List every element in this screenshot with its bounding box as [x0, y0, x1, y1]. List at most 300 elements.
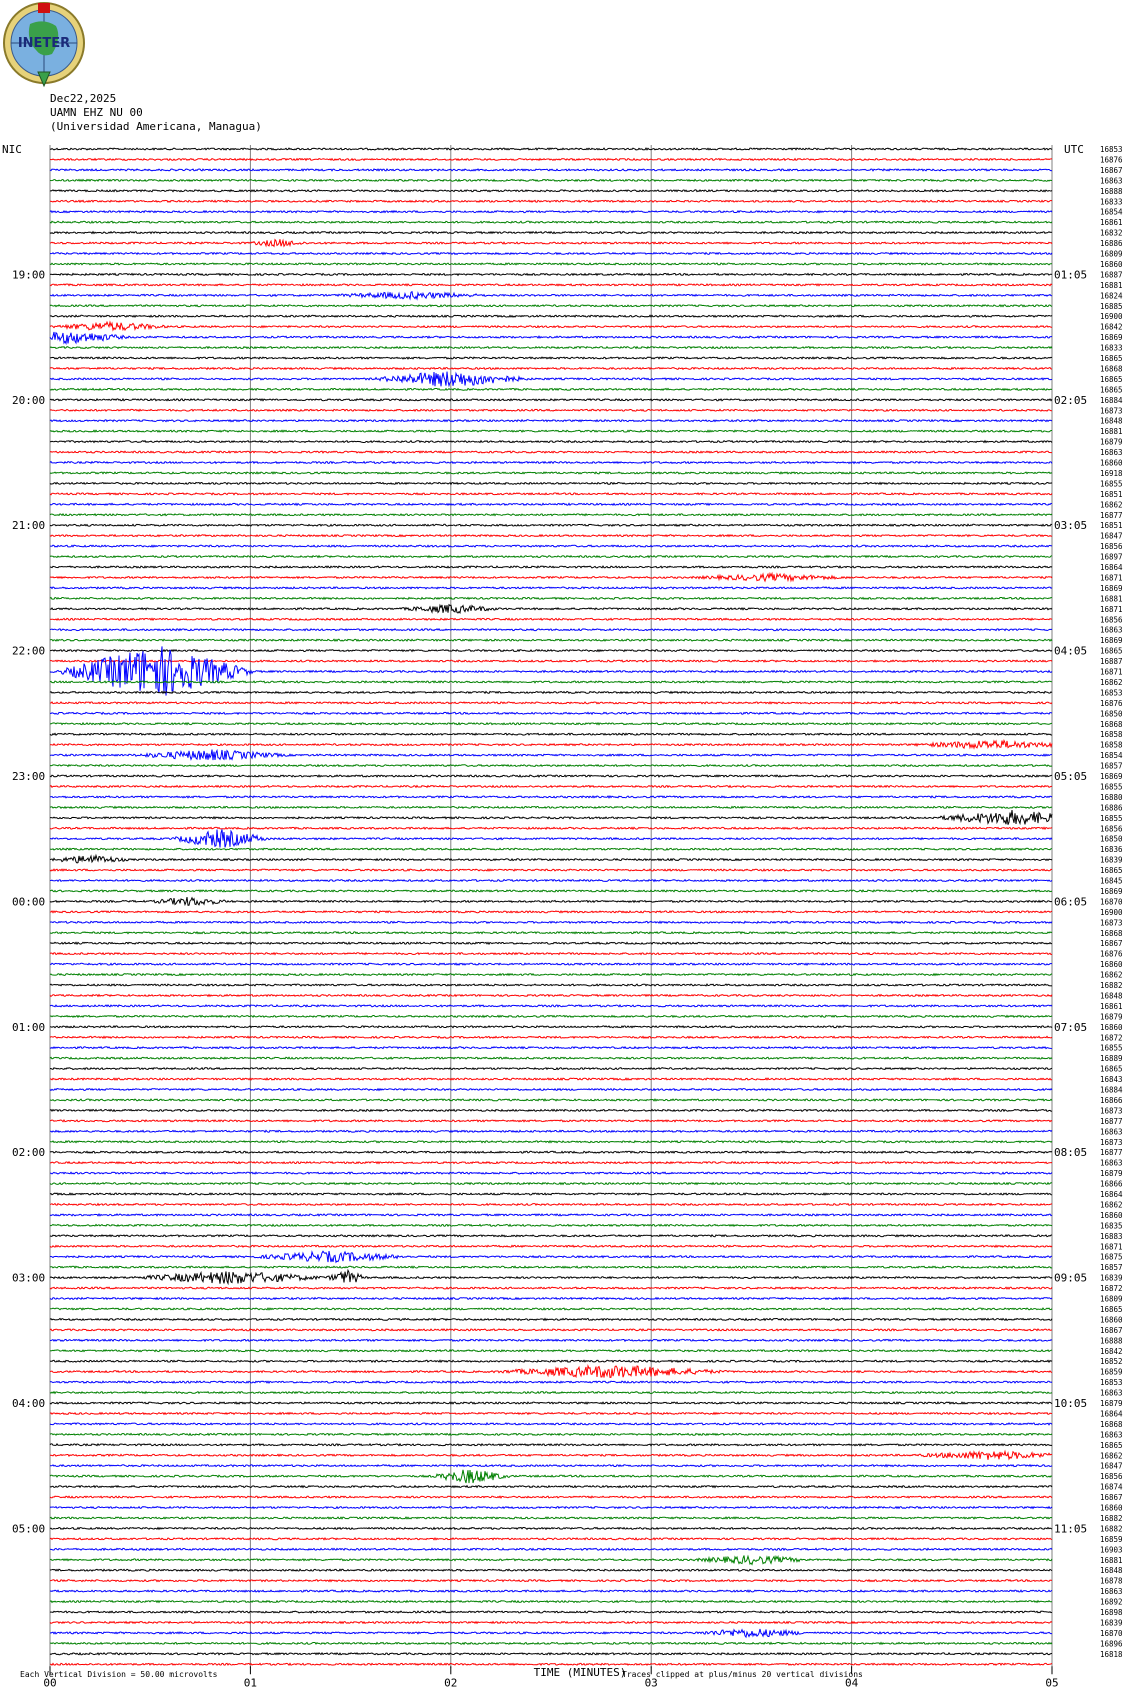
row-value-label: 16833 — [1100, 197, 1123, 207]
trace-row-54 — [50, 712, 1052, 714]
row-value-label: 16870 — [1100, 1628, 1123, 1638]
trace-row-100 — [50, 1193, 1052, 1195]
row-value-label: 16850 — [1100, 709, 1123, 719]
row-value-label: 16863 — [1100, 1388, 1123, 1398]
trace-row-31 — [50, 472, 1052, 474]
trace-row-73 — [50, 911, 1052, 913]
trace-row-80 — [50, 984, 1052, 986]
trace-row-37 — [50, 535, 1052, 537]
trace-row-63 — [50, 807, 1052, 809]
right-hour-label: 05:05 — [1054, 770, 1088, 783]
row-value-label: 16836 — [1100, 845, 1123, 855]
trace-row-98 — [50, 1172, 1052, 1174]
row-value-label: 16881 — [1100, 1555, 1123, 1565]
trace-row-36 — [50, 524, 1052, 526]
row-value-label: 16859 — [1100, 1534, 1123, 1544]
row-value-label: 16872 — [1100, 1284, 1123, 1294]
row-value-label: 16871 — [1100, 573, 1123, 583]
row-value-label: 16871 — [1100, 604, 1123, 614]
row-value-label: 16862 — [1100, 970, 1123, 980]
row-value-label: 16818 — [1100, 1649, 1123, 1659]
trace-row-112 — [50, 1319, 1052, 1321]
row-value-label: 16881 — [1100, 427, 1123, 437]
row-value-label: 16832 — [1100, 228, 1123, 238]
row-value-label: 16873 — [1100, 406, 1123, 416]
row-value-label: 16867 — [1100, 1325, 1123, 1335]
trace-row-64 — [50, 810, 1052, 825]
row-value-label: 16863 — [1100, 625, 1123, 635]
row-value-label: 16865 — [1100, 646, 1123, 656]
right-hour-label: 07:05 — [1054, 1020, 1088, 1034]
row-value-label: 16876 — [1100, 698, 1123, 708]
row-value-label: 16879 — [1100, 1012, 1123, 1022]
row-value-label: 16887 — [1100, 657, 1123, 667]
row-value-label: 16856 — [1100, 1472, 1123, 1482]
row-value-label: 16855 — [1100, 782, 1123, 792]
row-value-label: 16884 — [1100, 1085, 1123, 1095]
right-hour-label: 09:05 — [1054, 1271, 1088, 1285]
trace-row-4 — [50, 190, 1052, 192]
row-value-label: 16898 — [1100, 1608, 1123, 1617]
row-value-label: 16853 — [1100, 1378, 1123, 1388]
trace-row-78 — [50, 963, 1052, 965]
row-value-label: 16864 — [1100, 1190, 1123, 1199]
row-value-label: 16900 — [1100, 907, 1123, 917]
trace-row-93 — [50, 1120, 1052, 1122]
trace-row-85 — [50, 1036, 1052, 1038]
row-value-label: 16855 — [1100, 813, 1123, 823]
row-value-label: 16863 — [1100, 1127, 1123, 1137]
trace-row-9 — [50, 239, 1052, 246]
row-value-label: 16865 — [1100, 385, 1123, 395]
trace-row-139 — [50, 1601, 1052, 1603]
row-value-label: 16876 — [1100, 155, 1123, 165]
row-value-label: 16873 — [1100, 1137, 1123, 1147]
trace-row-69 — [50, 869, 1052, 871]
row-value-label: 16853 — [1100, 145, 1123, 154]
row-value-label: 16860 — [1100, 1022, 1123, 1032]
right-hour-label: 03:05 — [1054, 519, 1088, 533]
trace-row-20 — [50, 357, 1052, 359]
row-value-label: 16869 — [1100, 333, 1123, 343]
right-hour-label: 10:05 — [1054, 1397, 1088, 1410]
row-value-label: 16842 — [1100, 322, 1123, 332]
trace-row-118 — [50, 1381, 1052, 1383]
header-date: Dec22,2025 — [50, 92, 117, 105]
trace-row-39 — [50, 556, 1052, 558]
row-value-label: 16885 — [1100, 301, 1123, 311]
trace-row-18 — [50, 332, 1052, 343]
trace-row-84 — [50, 1026, 1052, 1028]
trace-row-136 — [50, 1569, 1052, 1571]
trace-row-25 — [50, 409, 1052, 411]
trace-row-126 — [50, 1465, 1052, 1467]
row-value-label: 16900 — [1100, 312, 1123, 322]
row-value-label: 16860 — [1100, 1315, 1123, 1325]
row-value-label: 16882 — [1100, 981, 1123, 990]
trace-row-48 — [50, 650, 1052, 652]
row-value-label: 16856 — [1100, 542, 1123, 552]
row-value-label: 16869 — [1100, 636, 1123, 646]
trace-row-8 — [50, 232, 1052, 234]
trace-row-81 — [50, 995, 1052, 997]
right-hour-label: 01:05 — [1054, 268, 1088, 282]
trace-row-123 — [50, 1434, 1052, 1436]
row-value-label: 16866 — [1100, 1179, 1123, 1189]
row-value-label: 16863 — [1100, 1587, 1123, 1597]
trace-row-87 — [50, 1057, 1052, 1059]
row-value-label: 16842 — [1100, 1346, 1123, 1356]
trace-row-65 — [50, 827, 1052, 829]
row-value-label: 16869 — [1100, 583, 1123, 593]
trace-row-135 — [50, 1556, 1052, 1565]
row-value-label: 16865 — [1100, 354, 1123, 363]
row-value-label: 16854 — [1100, 207, 1123, 217]
trace-row-66 — [50, 829, 1052, 847]
right-hour-label: 02:05 — [1054, 393, 1088, 407]
row-value-label: 16865 — [1100, 1304, 1123, 1314]
trace-row-44 — [50, 605, 1052, 613]
left-hour-label: 01:00 — [12, 1020, 46, 1034]
trace-row-13 — [50, 284, 1052, 286]
trace-row-111 — [50, 1308, 1052, 1310]
trace-row-2 — [50, 169, 1052, 171]
trace-row-144 — [50, 1653, 1052, 1655]
row-value-label: 16860 — [1100, 1210, 1123, 1220]
logo-text: INETER — [17, 36, 71, 51]
row-value-label: 16868 — [1100, 928, 1123, 938]
seismic-traces — [50, 148, 1052, 1665]
row-value-label: 16859 — [1100, 1367, 1123, 1377]
row-value-label: 16809 — [1100, 1294, 1123, 1304]
trace-row-72 — [50, 897, 1052, 905]
trace-row-113 — [50, 1329, 1052, 1331]
trace-row-106 — [50, 1251, 1052, 1262]
trace-row-49 — [50, 660, 1052, 662]
trace-row-23 — [50, 389, 1052, 391]
right-hour-label: 08:05 — [1054, 1146, 1088, 1160]
trace-row-70 — [50, 880, 1052, 882]
trace-row-143 — [50, 1643, 1052, 1645]
row-value-label: 16848 — [1100, 1566, 1123, 1576]
right-hour-label: 11:05 — [1054, 1522, 1088, 1536]
trace-row-97 — [50, 1162, 1052, 1164]
row-value-label: 16851 — [1100, 489, 1123, 499]
row-value-label: 16879 — [1100, 437, 1123, 447]
row-value-label: 16884 — [1100, 395, 1123, 405]
row-value-label: 16839 — [1100, 1618, 1123, 1628]
row-value-label: 16874 — [1100, 1482, 1123, 1492]
trace-row-90 — [50, 1089, 1052, 1091]
trace-row-105 — [50, 1245, 1052, 1247]
row-value-label: 16850 — [1100, 834, 1123, 844]
trace-row-82 — [50, 1005, 1052, 1007]
row-value-label: 16882 — [1100, 1513, 1123, 1523]
row-value-label: 16860 — [1100, 259, 1123, 269]
time-gridlines — [50, 145, 1052, 1668]
trace-row-92 — [50, 1110, 1052, 1112]
row-value-label: 16847 — [1100, 1461, 1123, 1471]
row-value-label: 16889 — [1100, 1054, 1123, 1064]
row-value-label: 16848 — [1100, 416, 1123, 426]
row-value-label: 16879 — [1100, 1399, 1123, 1408]
trace-row-11 — [50, 263, 1052, 265]
trace-row-75 — [50, 932, 1052, 934]
trace-row-35 — [50, 514, 1052, 516]
row-value-label: 16862 — [1100, 677, 1123, 687]
trace-row-43 — [50, 598, 1052, 600]
row-value-label: 16877 — [1100, 1148, 1123, 1158]
row-value-label: 16896 — [1100, 1639, 1123, 1649]
row-value-label: 16864 — [1100, 1409, 1123, 1419]
trace-row-116 — [50, 1360, 1052, 1362]
trace-row-77 — [50, 953, 1052, 955]
x-tick-label: 00 — [43, 1676, 57, 1689]
x-tick-label: 04 — [844, 1676, 859, 1689]
trace-row-22 — [50, 372, 1052, 387]
trace-row-131 — [50, 1517, 1052, 1519]
row-value-label: 16875 — [1100, 1252, 1123, 1262]
trace-row-1 — [50, 159, 1052, 161]
x-tick-label: 02 — [444, 1676, 458, 1689]
trace-row-134 — [50, 1548, 1052, 1550]
trace-row-89 — [50, 1078, 1052, 1080]
trace-row-57 — [50, 741, 1052, 749]
row-value-label: 16867 — [1100, 165, 1123, 175]
left-hour-label: 00:00 — [12, 895, 46, 909]
row-value-label: 16861 — [1100, 1001, 1123, 1011]
trace-row-110 — [50, 1298, 1052, 1300]
row-value-label: 16883 — [1100, 1231, 1123, 1241]
row-value-label: 16856 — [1100, 615, 1123, 625]
row-value-label: 16868 — [1100, 364, 1123, 374]
row-value-label: 16867 — [1100, 939, 1123, 949]
row-value-label: 16865 — [1100, 866, 1123, 876]
trace-row-42 — [50, 587, 1052, 589]
axis-labels — [2, 143, 1123, 1689]
row-value-label: 16839 — [1100, 855, 1123, 865]
trace-row-132 — [50, 1528, 1052, 1530]
trace-row-41 — [50, 574, 1052, 582]
row-value-label: 16835 — [1100, 1221, 1123, 1231]
left-hour-label: 03:00 — [12, 1271, 46, 1285]
row-value-label: 16857 — [1100, 1263, 1123, 1273]
trace-row-120 — [50, 1402, 1052, 1404]
row-value-label: 16888 — [1100, 186, 1123, 196]
left-hour-label: 23:00 — [12, 770, 46, 783]
trace-row-15 — [50, 305, 1052, 307]
row-value-label: 16873 — [1100, 1106, 1123, 1116]
left-hour-label: 04:00 — [12, 1397, 46, 1410]
row-value-label: 16876 — [1100, 949, 1123, 959]
left-hour-label: 22:00 — [12, 644, 46, 658]
row-value-label: 16847 — [1100, 531, 1123, 541]
trace-row-52 — [50, 692, 1052, 694]
header-station: UAMN EHZ NU 00 — [50, 106, 143, 119]
row-value-label: 16869 — [1100, 772, 1123, 781]
trace-row-67 — [50, 848, 1052, 850]
left-hour-label: 21:00 — [12, 519, 46, 533]
trace-row-5 — [50, 200, 1052, 202]
trace-row-104 — [50, 1235, 1052, 1237]
row-value-label: 16888 — [1100, 1336, 1123, 1346]
row-value-label: 16867 — [1100, 1493, 1123, 1503]
trace-row-50 — [50, 646, 1052, 695]
row-value-label: 16877 — [1100, 510, 1123, 520]
trace-row-71 — [50, 890, 1052, 892]
left-hour-label: 02:00 — [12, 1146, 46, 1160]
trace-row-60 — [50, 775, 1052, 777]
trace-row-58 — [50, 750, 1052, 761]
row-value-label: 16839 — [1100, 1273, 1123, 1283]
row-value-label: 16861 — [1100, 218, 1123, 228]
trace-row-40 — [50, 566, 1052, 568]
trace-row-133 — [50, 1538, 1052, 1540]
row-value-label: 16860 — [1100, 458, 1123, 468]
row-value-label: 16860 — [1100, 1503, 1123, 1513]
trace-row-145 — [50, 1663, 1052, 1665]
trace-row-34 — [50, 503, 1052, 505]
row-value-label: 16865 — [1100, 1064, 1123, 1074]
trace-row-109 — [50, 1287, 1052, 1289]
row-value-label: 16881 — [1100, 594, 1123, 604]
row-value-label: 16870 — [1100, 897, 1123, 907]
row-value-label: 16855 — [1100, 479, 1123, 489]
row-value-label: 16872 — [1100, 1033, 1123, 1043]
trace-row-53 — [50, 702, 1052, 704]
right-hour-label: 06:05 — [1054, 895, 1088, 909]
row-value-label: 16871 — [1100, 1242, 1123, 1252]
row-value-label: 16863 — [1100, 176, 1123, 186]
trace-row-55 — [50, 723, 1052, 725]
row-value-label: 16903 — [1100, 1545, 1123, 1555]
trace-row-88 — [50, 1068, 1052, 1070]
trace-row-16 — [50, 315, 1052, 317]
trace-row-79 — [50, 974, 1052, 976]
left-hour-label: 05:00 — [12, 1522, 46, 1536]
clip-note: Traces clipped at plus/minus 20 vertical divisions — [622, 1670, 863, 1679]
trace-row-130 — [50, 1507, 1052, 1509]
trace-row-6 — [50, 211, 1052, 213]
trace-row-19 — [50, 347, 1052, 349]
right-hour-label: 04:05 — [1054, 644, 1088, 658]
trace-row-137 — [50, 1580, 1052, 1582]
row-value-label: 16843 — [1100, 1075, 1123, 1085]
row-value-label: 16887 — [1100, 270, 1123, 280]
trace-row-17 — [50, 322, 1052, 330]
trace-row-103 — [50, 1225, 1052, 1227]
trace-row-99 — [50, 1183, 1052, 1185]
row-value-label: 16858 — [1100, 740, 1123, 750]
row-value-label: 16877 — [1100, 1116, 1123, 1126]
trace-row-127 — [50, 1470, 1052, 1483]
trace-row-83 — [50, 1016, 1052, 1018]
row-value-label: 16824 — [1100, 291, 1123, 301]
row-value-label: 16860 — [1100, 960, 1123, 970]
row-value-label: 16862 — [1100, 1200, 1123, 1210]
trace-row-30 — [50, 462, 1052, 464]
row-value-label: 16892 — [1100, 1597, 1123, 1607]
trace-row-46 — [50, 629, 1052, 631]
row-value-label: 16918 — [1100, 468, 1123, 478]
row-value-label: 16845 — [1100, 876, 1123, 886]
row-value-label: 16809 — [1100, 249, 1123, 259]
trace-row-108 — [50, 1270, 1052, 1283]
trace-row-21 — [50, 368, 1052, 370]
trace-row-32 — [50, 483, 1052, 485]
row-value-label: 16871 — [1100, 667, 1123, 677]
row-value-label: 16854 — [1100, 751, 1123, 761]
trace-row-45 — [50, 618, 1052, 620]
row-value-label: 16878 — [1100, 1576, 1123, 1586]
row-value-label: 16886 — [1100, 239, 1123, 249]
trace-row-28 — [50, 441, 1052, 443]
trace-row-29 — [50, 451, 1052, 453]
trace-row-33 — [50, 493, 1052, 495]
trace-row-94 — [50, 1130, 1052, 1132]
row-value-label: 16865 — [1100, 1440, 1123, 1450]
row-value-label: 16886 — [1100, 803, 1123, 813]
scale-note: Each Vertical Division = 50.00 microvolts — [20, 1670, 218, 1679]
trace-row-117 — [50, 1366, 1052, 1378]
trace-row-14 — [50, 292, 1052, 299]
x-tick-label: 05 — [1045, 1676, 1059, 1689]
trace-row-140 — [50, 1611, 1052, 1613]
row-value-label: 16848 — [1100, 991, 1123, 1001]
row-value-label: 16873 — [1100, 918, 1123, 928]
right-axis-label: UTC — [1064, 143, 1084, 156]
trace-row-62 — [50, 796, 1052, 798]
row-value-label: 16863 — [1100, 1430, 1123, 1440]
left-axis-label: NIC — [2, 143, 22, 156]
trace-row-124 — [50, 1444, 1052, 1446]
trace-row-0 — [50, 148, 1052, 150]
trace-row-86 — [50, 1047, 1052, 1049]
trace-row-125 — [50, 1452, 1052, 1460]
trace-row-26 — [50, 420, 1052, 422]
trace-row-24 — [50, 399, 1052, 401]
row-value-label: 16856 — [1100, 824, 1123, 834]
row-value-label: 16868 — [1100, 1419, 1123, 1429]
trace-row-128 — [50, 1486, 1052, 1488]
trace-row-74 — [50, 921, 1052, 923]
trace-row-91 — [50, 1099, 1052, 1101]
header-location: (Universidad Americana, Managua) — [50, 120, 262, 133]
trace-row-114 — [50, 1339, 1052, 1341]
trace-row-129 — [50, 1496, 1052, 1498]
row-value-label: 16833 — [1100, 343, 1123, 353]
row-value-label: 16863 — [1100, 1158, 1123, 1168]
row-value-label: 16865 — [1100, 374, 1123, 384]
trace-row-68 — [50, 856, 1052, 863]
trace-row-10 — [50, 253, 1052, 255]
row-value-label: 16863 — [1100, 448, 1123, 458]
x-tick-label: 01 — [243, 1676, 258, 1689]
row-value-label: 16852 — [1100, 1357, 1123, 1367]
trace-row-76 — [50, 942, 1052, 944]
trace-row-142 — [50, 1629, 1052, 1637]
row-value-label: 16881 — [1100, 280, 1123, 290]
trace-row-107 — [50, 1266, 1052, 1268]
row-value-label: 16862 — [1100, 1451, 1123, 1461]
row-value-label: 16855 — [1100, 1043, 1123, 1053]
trace-row-56 — [50, 733, 1052, 735]
trace-row-27 — [50, 430, 1052, 432]
row-value-label: 16879 — [1100, 1169, 1123, 1179]
x-tick-label: 03 — [644, 1676, 658, 1689]
trace-row-12 — [50, 274, 1052, 276]
trace-row-3 — [50, 180, 1052, 182]
